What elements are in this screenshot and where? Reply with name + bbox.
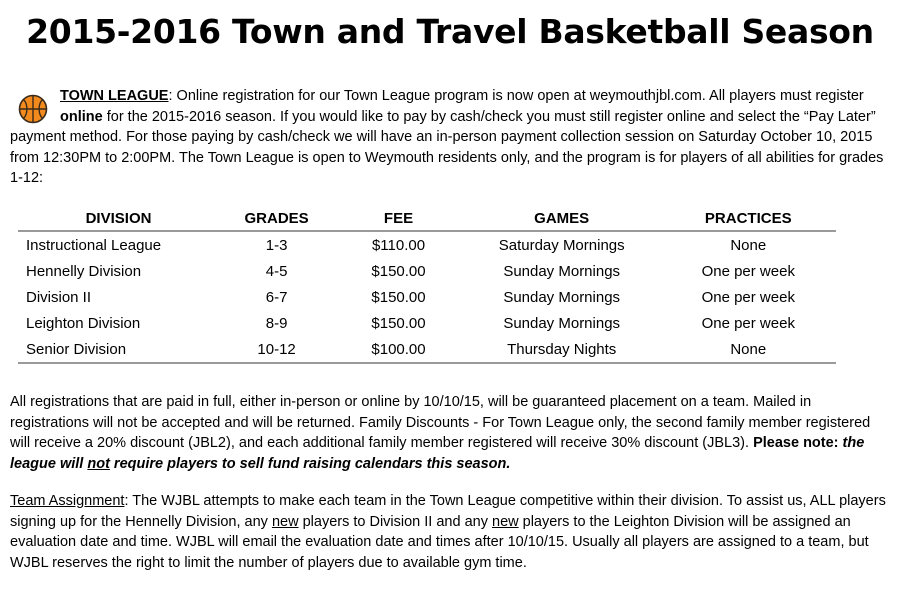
games-cell: Sunday Mornings [503, 262, 621, 280]
registration-paragraph [10, 392, 890, 474]
games-cell: Sunday Mornings [503, 314, 621, 332]
practices-cell: One per week [701, 288, 795, 306]
new-emphasis-2: new [492, 513, 519, 530]
team-assignment-heading: Team Assignment [10, 493, 125, 509]
division-cell: Instructional League [26, 236, 162, 254]
games-cell: Sunday Mornings [503, 288, 621, 306]
town-league-text-2: for the 2015-2016 season. If you would like to pay by cash/check you must still register online and select the “Pay Later” payment method. For those paying by cash/check we will have an in-person payment collection session on Saturday October 10, 2015 from 12:30PM to 2:00PM. The Town League is open to Weymouth residents only, and the program is for players of all abilities for grades 1-12: [10, 108, 884, 186]
grades-cell: 6-7 [265, 288, 288, 306]
division-cell: Hennelly Division [26, 262, 142, 280]
table-row [18, 258, 836, 284]
header-practices: PRACTICES [661, 206, 836, 231]
team-assignment-paragraph [10, 491, 890, 573]
registration-text: All registrations that are paid in full, either in-person or online by 10/10/15, will be guaranteed placement on a team. Mailed in registrations will not be accepted and will be returned. Family Discounts - For Town League only, the second family member registered will receive a 20% discount (JBL2), and each additional family member registered will receive 30% discount (JBL3). [10, 394, 871, 451]
team-assignment-text-3: players to the Leighton Division will be assigned an evaluation date and time. WJBL will email the evaluation date and times after 10/10/15. Usually all players are assigned to a team, but WJBL reserves the right to limit the number of players due to available gym time. [10, 513, 869, 571]
team-assignment-text-1: : The WJBL attempts to make each team in the Town League competitive within their division. To assist us, ALL players signing up for the Hennelly Division, any [10, 493, 886, 530]
header-grades: GRADES [219, 206, 334, 231]
online-emphasis: online [60, 108, 103, 125]
basketball-icon [18, 94, 48, 124]
practices-cell: One per week [701, 314, 795, 332]
games-cell: Thursday Nights [463, 336, 661, 363]
division-cell: Senior Division [18, 336, 219, 363]
table-row [18, 310, 836, 336]
new-emphasis-1: new [271, 513, 299, 530]
table-row [18, 284, 836, 310]
page-title: 2015-2016 Town and Travel Basketball Season [26, 12, 874, 51]
fee-cell: $150.00 [371, 262, 426, 280]
games-cell: Saturday Mornings [498, 236, 625, 254]
town-league-heading: TOWN LEAGUE [60, 88, 169, 104]
table-header-row [18, 206, 836, 231]
header-games: GAMES [463, 206, 661, 231]
fee-cell: $110.00 [371, 236, 426, 254]
fee-cell: $150.00 [371, 288, 426, 306]
table-row [18, 231, 836, 258]
header-fee: FEE [334, 206, 463, 231]
note-not-emphasis: not [87, 455, 110, 472]
town-league-paragraph [10, 86, 890, 189]
table-row [18, 336, 836, 363]
division-cell: Division II [26, 288, 92, 306]
grades-cell: 10-12 [219, 336, 334, 363]
note-text-2: require players to sell fund raising calendars this season. [109, 455, 511, 472]
grades-cell: 1-3 [265, 236, 288, 254]
practices-cell: None [730, 236, 767, 254]
division-cell: Leighton Division [26, 314, 141, 332]
note-text-1: the league will [10, 435, 865, 472]
fee-cell: $150.00 [371, 314, 426, 332]
practices-cell: None [661, 336, 836, 363]
note-label: Please note: [753, 435, 843, 451]
grades-cell: 8-9 [265, 314, 288, 332]
header-division: DIVISION [18, 206, 219, 231]
grades-cell: 4-5 [265, 262, 288, 280]
team-assignment-text-2: players to Division II and any [298, 513, 492, 530]
division-table [18, 206, 836, 364]
town-league-text-1: : Online registration for our Town League program is now open at weymouthjbl.com. All players must register [168, 88, 864, 104]
practices-cell: One per week [701, 262, 795, 280]
fee-cell: $100.00 [334, 336, 463, 363]
